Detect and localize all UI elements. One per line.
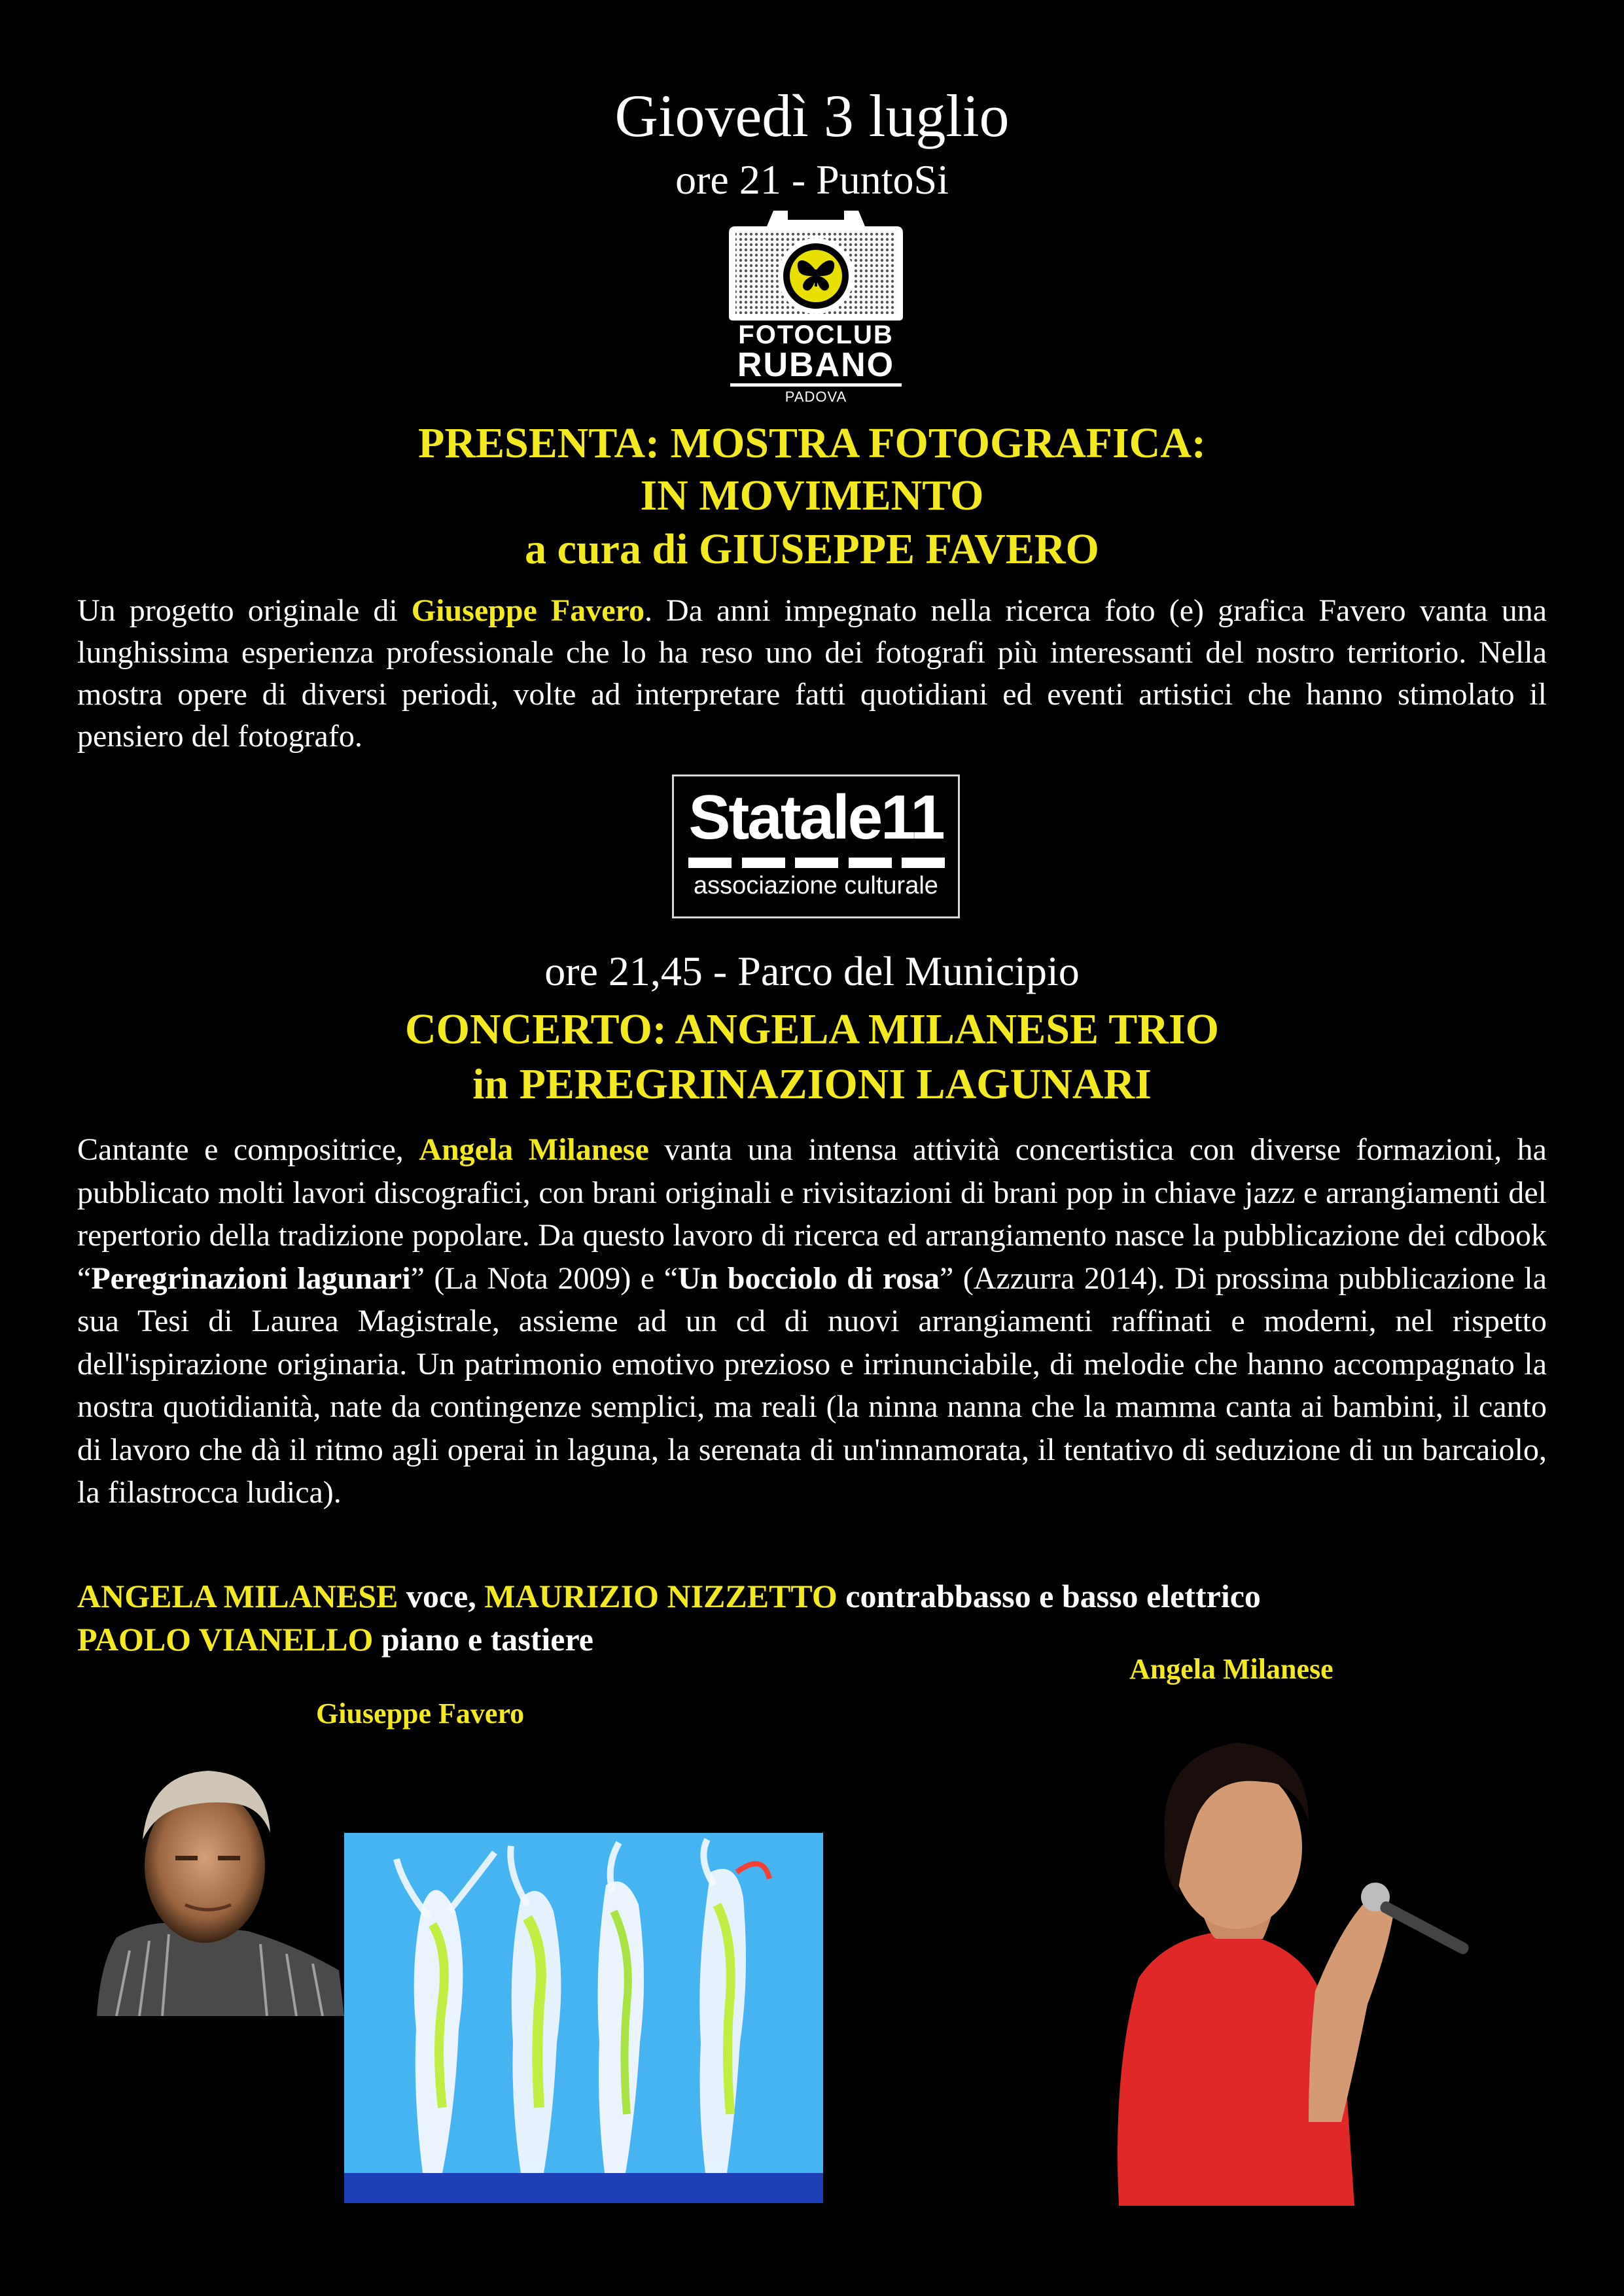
exhibition-desc-rest: . Da anni impegnato nella ricerca foto (e) grafica Favero vanta una lunghissima esperienza professionale che lo ha reso uno dei fotografi più interessanti del nostro territorio. Nella mostra opere di diversi periodi, volte ad interpretare fatti quotidiani ed eventi artistici che hanno stimolato il pensiero del fotografo. <box>77 593 1547 754</box>
performer1-role: voce, <box>398 1578 485 1614</box>
concert-desc-a: Cantante e compositrice, <box>77 1132 419 1167</box>
exhibition-desc-name: Giuseppe Favero <box>411 593 644 628</box>
concert-title-line2: in PEREGRINAZIONI LAGUNARI <box>472 1060 1152 1108</box>
performers-line1 <box>77 1575 1261 1617</box>
exhibition-desc-intro: Un progetto originale di <box>77 593 412 628</box>
artwork-in-movimento <box>344 1833 823 2203</box>
concert-desc-album1: Peregrinazioni lagunari <box>91 1261 411 1296</box>
exhibition-title-line2: IN MOVIMENTO <box>640 472 984 519</box>
concert-desc-b: vanta una intensa attività concertistica con diverse formazioni, ha pubblicato molti lavori discografici, con brani originali e rivisitazioni di brani pop in chiave jazz e arrangiamenti del repertorio della tradizione popolare. Da questo lavoro di ricerca ed arrangiamento nasce la pubblicazione dei cdbook “ <box>77 1132 1547 1296</box>
statale11-logo-dashes <box>688 858 945 869</box>
photo-angela-milanese <box>1001 1703 1505 2206</box>
concert-desc-name: Angela Milanese <box>419 1132 649 1167</box>
fotoclub-logo-line2: RUBANO <box>730 347 902 387</box>
fotoclub-logo <box>728 211 904 407</box>
statale11-logo-name: Statale11 <box>688 782 944 852</box>
performer3-role: piano e tastiere <box>373 1621 593 1658</box>
statale11-logo-subtitle: associazione culturale <box>694 872 938 899</box>
photo-giuseppe-favero <box>77 1735 344 2016</box>
concert-title-line1: CONCERTO: ANGELA MILANESE TRIO <box>404 1005 1219 1053</box>
statale11-logo <box>672 774 960 918</box>
exhibition-title-line3: a cura di GIUSEPPE FAVERO <box>525 525 1099 573</box>
concert-desc-album2: Un bocciolo di rosa <box>677 1261 940 1296</box>
caption-giuseppe: Giuseppe Favero <box>316 1697 525 1730</box>
concert-time-place: ore 21,45 - Parco del Municipio <box>544 948 1080 994</box>
performer1-name: ANGELA MILANESE <box>77 1578 398 1614</box>
camera-butterfly-icon <box>728 211 904 322</box>
exhibition-description <box>77 590 1547 757</box>
event-date: Giovedì 3 luglio <box>614 82 1010 149</box>
concert-desc-d: ” (Azzurra 2014). Di prossima pubblicazione la sua Tesi di Laurea Magistrale, assieme ad un cd di nuovi arrangiamenti raffinati e moderni, nel rispetto dell'ispirazione originaria. Un patrimonio emotivo prezioso e irrinunciabile, di melodie che hanno accompagnato la nostra quotidianità, nate da contingenze semplici, ma reali (la ninna nanna che la mamma canta ai bambini, il canto di lavoro che dà il ritmo agli operai in laguna, la serenata di un'innamorata, il tentativo di seduzione di un barcaiolo, la filastrocca ludica). <box>77 1261 1547 1510</box>
concert-description <box>77 1128 1547 1514</box>
performer2-name: MAURIZIO NIZZETTO <box>484 1578 838 1614</box>
exhibition-title-line1: PRESENTA: MOSTRA FOTOGRAFICA: <box>418 419 1206 467</box>
performer3-name: PAOLO VIANELLO <box>77 1621 374 1658</box>
caption-angela: Angela Milanese <box>1129 1653 1333 1685</box>
performer2-role: contrabbasso e basso elettrico <box>837 1578 1261 1614</box>
concert-desc-c: ” (La Nota 2009) e “ <box>410 1261 678 1296</box>
fotoclub-logo-line3: PADOVA <box>785 389 847 405</box>
fotoclub-logo-line1: FOTOCLUB <box>738 321 894 349</box>
performers-line2 <box>77 1618 593 1660</box>
event-time-place: ore 21 - PuntoSi <box>675 156 949 203</box>
